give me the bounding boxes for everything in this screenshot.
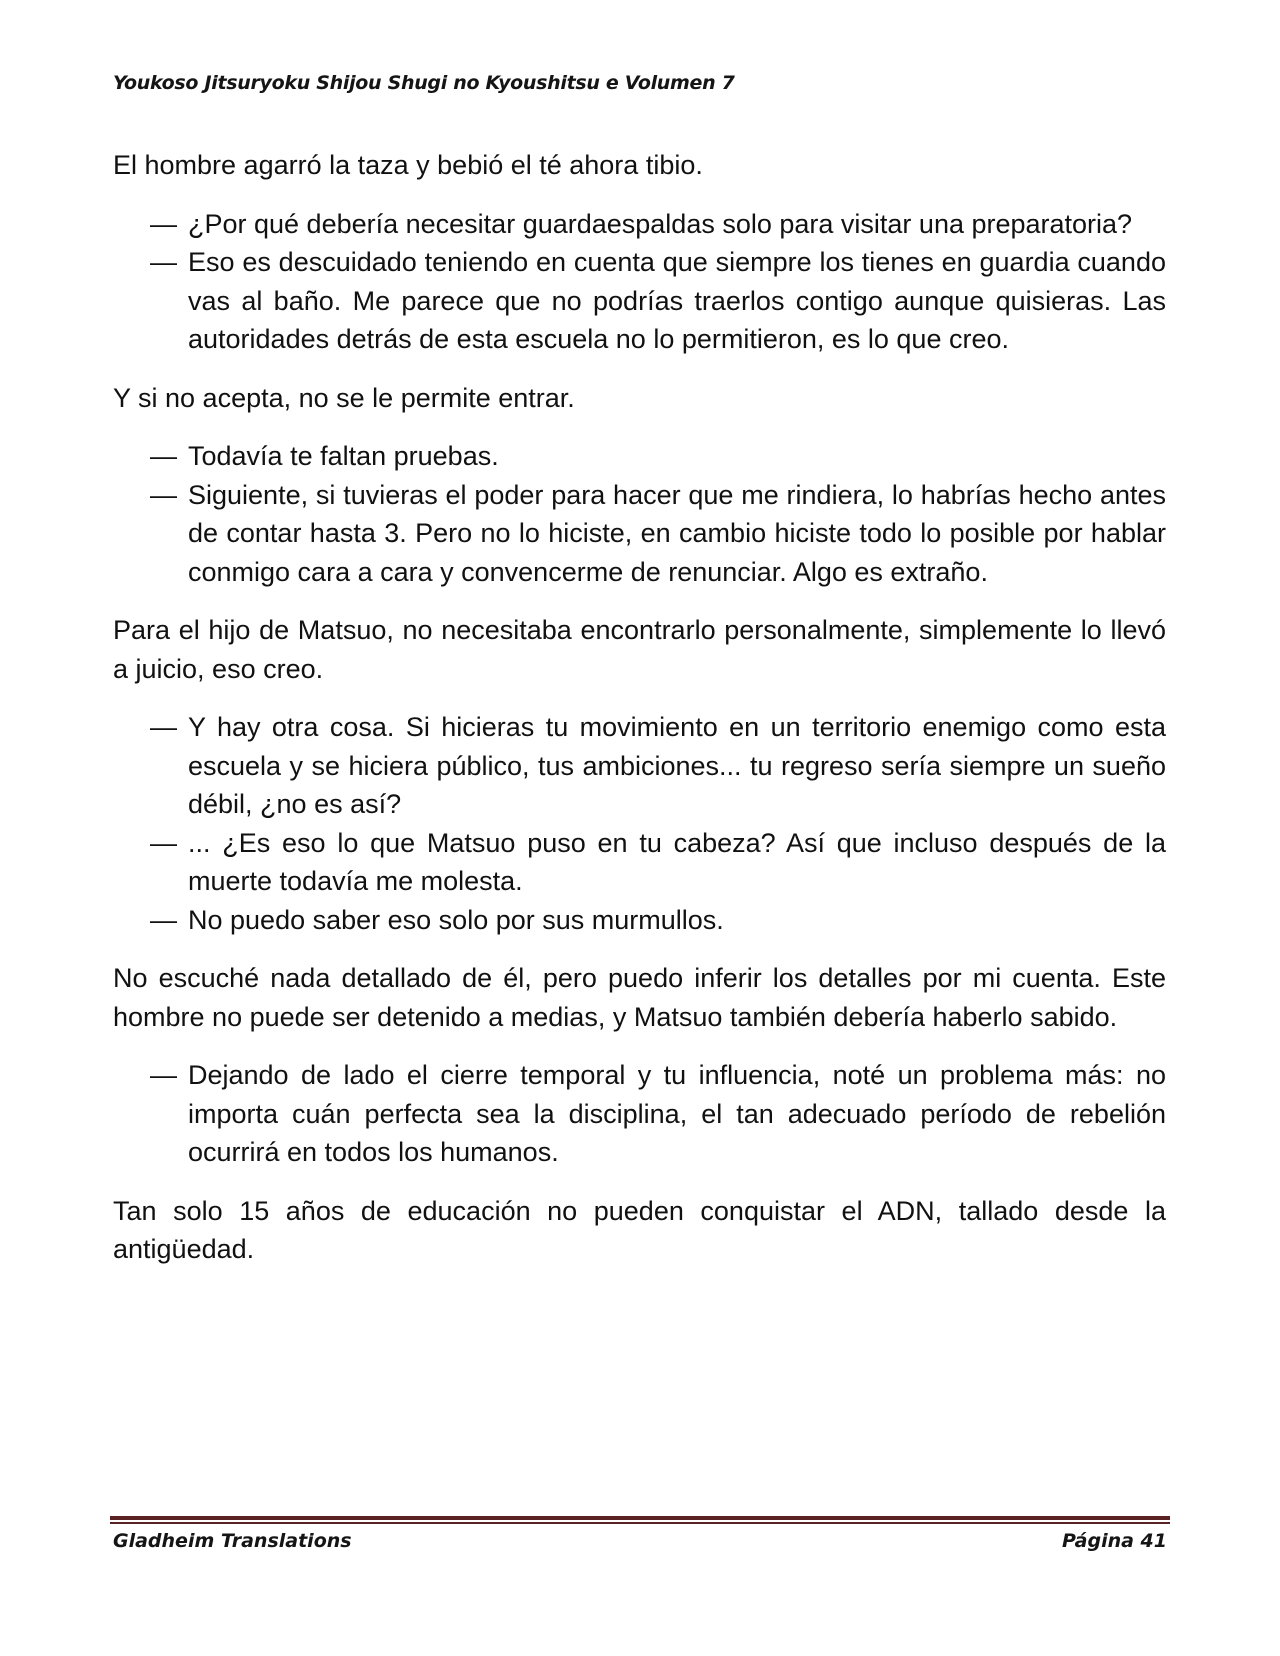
em-dash: — (150, 827, 177, 858)
narration-paragraph: Para el hijo de Matsuo, no necesitaba encontrarlo personalmente, simplemente lo llevó a juicio, eso creo. (113, 615, 1166, 684)
dialogue-block (113, 708, 1166, 939)
narration-paragraph: No escuché nada detallado de él, pero puedo inferir los detalles por mi cuenta. Este hombre no puede ser detenido a medias, y Matsuo también debería haberlo sabido. (113, 963, 1166, 1032)
dialogue-line (113, 476, 1166, 592)
running-header: Youkoso Jitsuryoku Shijou Shugi no Kyoushitsu e Volumen 7 (113, 72, 735, 94)
narration-paragraph: Y si no acepta, no se le permite entrar. (113, 382, 575, 413)
dialogue-line (113, 901, 1166, 940)
footer-rule-thin (110, 1522, 1170, 1524)
dialogue-block (113, 205, 1166, 359)
page-body (113, 146, 1166, 1289)
dialogue-text: ... ¿Es eso lo que Matsuo puso en tu cabeza? Así que incluso después de la muerte todavía me molesta. (188, 827, 1166, 896)
em-dash: — (150, 1060, 177, 1090)
em-dash: — (150, 441, 177, 471)
dialogue-text: Y hay otra cosa. Si hicieras tu movimiento en un territorio enemigo como esta escuela y se hiciera público, tus ambiciones... tu regreso sería siempre un sueño débil, ¿no es así? (188, 712, 1166, 819)
dialogue-line (113, 1056, 1166, 1172)
dialogue-text: Todavía te faltan pruebas. (188, 441, 499, 471)
dialogue-line (113, 243, 1166, 359)
dialogue-line (113, 205, 1166, 244)
narration-paragraph: El hombre agarró la taza y bebió el té ahora tibio. (113, 150, 703, 180)
dialogue-line (113, 437, 1166, 476)
footer-credit: Gladheim Translations (113, 1530, 352, 1552)
em-dash: — (150, 208, 177, 239)
dialogue-text: ¿Por qué debería necesitar guardaespaldas solo para visitar una preparatoria? (188, 208, 1133, 239)
dialogue-text: Dejando de lado el cierre temporal y tu influencia, noté un problema más: no importa cuán perfecta sea la disciplina, el tan adecuado período de rebelión ocurrirá en todos los humanos. (188, 1060, 1166, 1167)
em-dash: — (150, 479, 177, 510)
em-dash: — (150, 904, 177, 935)
dialogue-text: No puedo saber eso solo por sus murmullos. (188, 904, 724, 935)
dialogue-block (113, 437, 1166, 591)
narration-paragraph: Tan solo 15 años de educación no pueden conquistar el ADN, tallado desde la antigüedad. (113, 1195, 1166, 1264)
dialogue-block (113, 1056, 1166, 1172)
footer-divider (110, 1516, 1170, 1524)
dialogue-text: Siguiente, si tuvieras el poder para hacer que me rindiera, lo habrías hecho antes de contar hasta 3. Pero no lo hiciste, en cambio hiciste todo lo posible por hablar conmigo cara a cara y convencerme de renunciar. Algo es extraño. (188, 479, 1166, 587)
em-dash: — (150, 712, 177, 742)
page-number: Página 41 (1061, 1530, 1167, 1552)
dialogue-line (113, 708, 1166, 824)
dialogue-text: Eso es descuidado teniendo en cuenta que siempre los tienes en guardia cuando vas al baño. Me parece que no podrías traerlos contigo aunque quisieras. Las autoridades detrás de esta escuela no lo permitieron, es lo que creo. (188, 247, 1166, 354)
dialogue-line (113, 824, 1166, 901)
em-dash: — (150, 247, 177, 277)
